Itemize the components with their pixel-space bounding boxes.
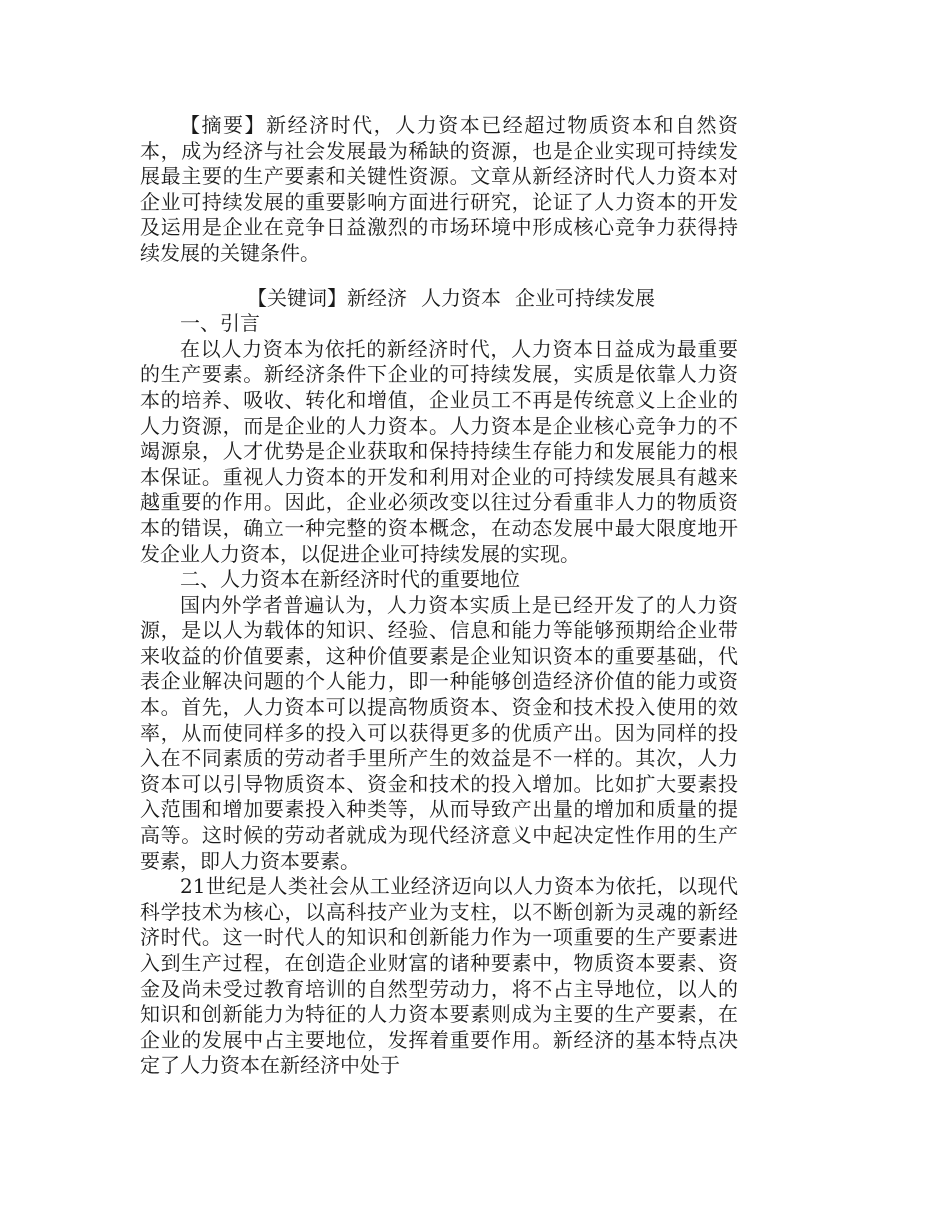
body-paragraph: 国内外学者普遍认为，人力资本实质上是已经开发了的人力资源，是以人为载体的知识、经验、信息和能力等能够预期给企业带来收益的价值要素，这种价值要素是企业知识资本的重要基础，代表企业解决问题的个人能力，即一种能够创造经济价值的能力或资本。首先，人力资本可以提高物质资本、资金和技术投入使用的效率，从而使同样多的投入可以获得更多的优质产出。因为同样的投入在不同素质的劳动者手里所产生的效益是不一样的。其次，人力资本可以引导物质资本、资金和技术的投入增加。比如扩大要素投入范围和增加要素投入种类等，从而导致产出量的增加和质量的提高等。这时候的劳动者就成为现代经济意义中起决定性作用的生产要素，即人力资本要素。	[140, 592, 738, 873]
keywords-line	[140, 286, 738, 312]
document-page	[140, 113, 738, 1079]
keyword-item: 新经济	[347, 285, 407, 310]
section-heading-importance: 二、人力资本在新经济时代的重要地位	[180, 567, 520, 592]
keyword-item: 企业可持续发展	[515, 285, 655, 310]
body-paragraph: 在以人力资本为依托的新经济时代，人力资本日益成为最重要的生产要素。新经济条件下企业的可持续发展，实质是依靠人力资本的培养、吸收、转化和增值，企业员工不再是传统意义上企业的人力资源，而是企业的人力资本。人力资本是企业核心竞争力的不竭源泉，人才优势是企业获取和保持持续生存能力和发展能力的根本保证。重视人力资本的开发和利用对企业的可持续发展具有越来越重要的作用。因此，企业必须改变以往过分看重非人力的物质资本的错误，确立一种完整的资本概念，在动态发展中最大限度地开发企业人力资本，以促进企业可持续发展的实现。	[140, 336, 738, 566]
section-heading-intro: 一、引言	[180, 311, 260, 336]
keywords-label: 【关键词】	[247, 285, 347, 310]
body-paragraph: 21世纪是人类社会从工业经济迈向以人力资本为依托，以现代科学技术为核心，以高科技产业为支柱，以不断创新为灵魂的新经济时代。这一时代人的知识和创新能力作为一项重要的生产要素进入到生产过程，在创造企业财富的诸种要素中，物质资本要素、资金及尚未受过教育培训的自然型劳动力，将不占主导地位，以人的知识和创新能力为特征的人力资本要素则成为主要的生产要素，在企业的发展中占主要地位，发挥着重要作用。新经济的基本特点决定了人力资本在新经济中处于	[140, 874, 738, 1078]
abstract-paragraph: 【摘要】新经济时代，人力资本已经超过物质资本和自然资本，成为经济与社会发展最为稀缺的资源，也是企业实现可持续发展最主要的生产要素和关键性资源。文章从新经济时代人力资本对企业可持续发展的重要影响方面进行研究，论证了人力资本的开发及运用是企业在竞争日益激烈的市场环境中形成核心竞争力获得持续发展的关键条件。	[140, 113, 738, 265]
keyword-item: 人力资本	[421, 285, 501, 310]
